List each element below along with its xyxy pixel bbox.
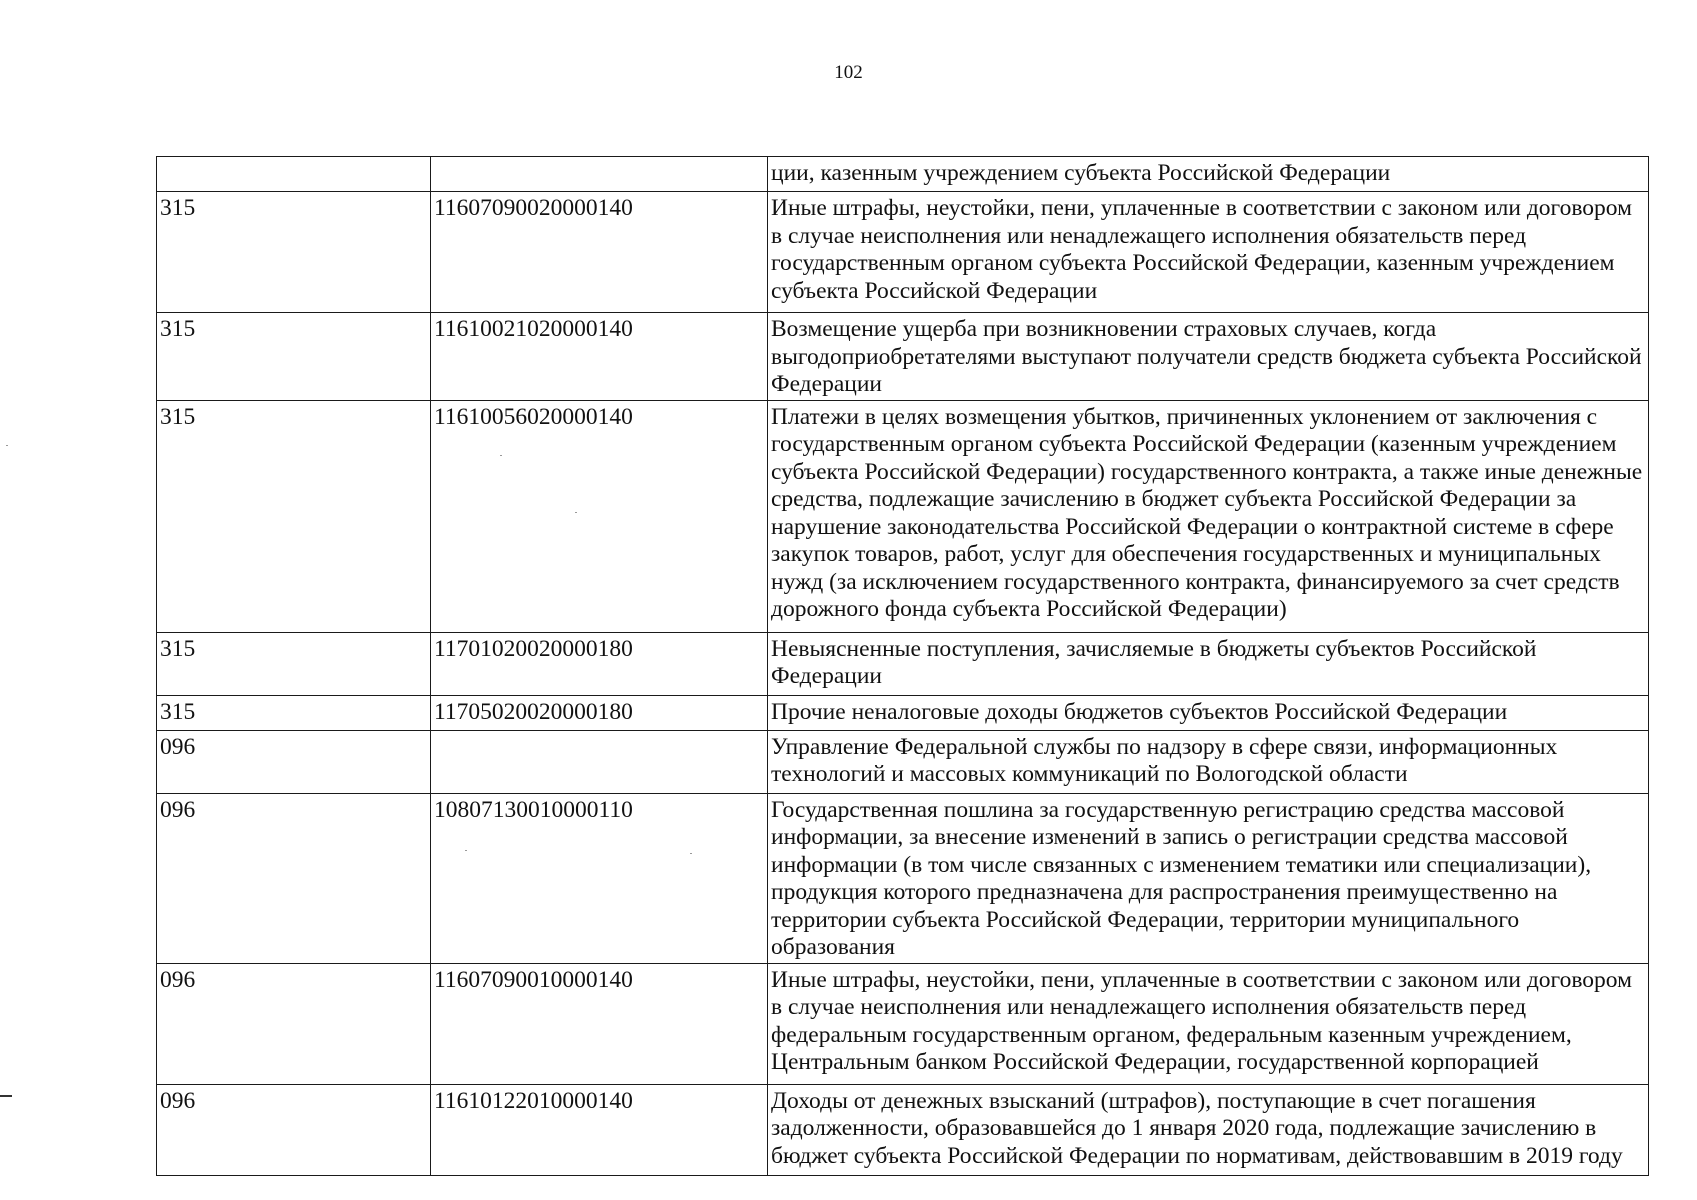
revenue-name-cell: Прочие неналоговые доходы бюджетов субъектов Российской Федерации	[768, 695, 1649, 730]
table-row	[157, 157, 1649, 192]
table-row	[157, 400, 1649, 632]
admin-code-cell: 315	[157, 400, 431, 632]
scan-speck	[6, 445, 8, 446]
scan-speck	[690, 853, 692, 854]
table-row	[157, 963, 1649, 1084]
table-row	[157, 695, 1649, 730]
revenue-name-cell: Доходы от денежных взысканий (штрафов), поступающие в счет погашения задолженности, образовавшейся до 1 января 2020 года, подлежащие зачислению в бюджет субъекта Российской Федерации по нормативам, действовавшим в 2019 году	[768, 1084, 1649, 1175]
revenue-codes-table	[156, 156, 1649, 1176]
revenue-name-cell: Иные штрафы, неустойки, пени, уплаченные в соответствии с законом или договором в случае неисполнения или ненадлежащего исполнения обязательств перед государственным органом субъекта Российской Федерации, казенным учреждением субъекта Российской Федерации	[768, 192, 1649, 313]
table-row	[157, 192, 1649, 313]
scan-speck	[575, 512, 577, 513]
revenue-name-cell: Невыясненные поступления, зачисляемые в бюджеты субъектов Российской Федерации	[768, 632, 1649, 695]
budget-code-cell: 11610021020000140	[431, 313, 768, 401]
page-number: 102	[834, 62, 863, 83]
table-row	[157, 313, 1649, 401]
budget-code-cell: 11701020020000180	[431, 632, 768, 695]
admin-code-cell: 315	[157, 192, 431, 313]
table-row	[157, 730, 1649, 793]
admin-code-cell: 315	[157, 632, 431, 695]
revenue-name-cell: Платежи в целях возмещения убытков, причиненных уклонением от заключения с государственным органом субъекта Российской Федерации (казенным учреждением субъекта Российской Федерации) государственного контракта, а также иные денежные средства, подлежащие зачислению в бюджет субъекта Российской Федерации за нарушение законодательства Российской Федерации о контрактной системе в сфере закупок товаров, работ, услуг для обеспечения государственных и муниципальных нужд (за исключением государственного контракта, финансируемого за счет средств дорожного фонда субъекта Российской Федерации)	[768, 400, 1649, 632]
scan-speck	[500, 455, 502, 456]
admin-code-cell: 096	[157, 1084, 431, 1175]
budget-code-cell: 11610122010000140	[431, 1084, 768, 1175]
table-row	[157, 793, 1649, 963]
budget-code-cell: 11607090020000140	[431, 192, 768, 313]
budget-code-cell	[431, 157, 768, 192]
admin-code-cell: 096	[157, 963, 431, 1084]
admin-code-cell: 096	[157, 730, 431, 793]
budget-code-cell	[431, 730, 768, 793]
revenue-name-cell: ции, казенным учреждением субъекта Российской Федерации	[768, 157, 1649, 192]
admin-code-cell: 315	[157, 695, 431, 730]
budget-code-cell: 11610056020000140	[431, 400, 768, 632]
budget-code-cell: 10807130010000110	[431, 793, 768, 963]
table-row	[157, 632, 1649, 695]
revenue-name-cell: Управление Федеральной службы по надзору в сфере связи, информационных технологий и массовых коммуникаций по Вологодской области	[768, 730, 1649, 793]
admin-code-cell	[157, 157, 431, 192]
table-row	[157, 1084, 1649, 1175]
revenue-name-cell: Государственная пошлина за государственную регистрацию средства массовой информации, за внесение изменений в запись о регистрации средства массовой информации (в том числе связанных с изменением тематики или специализации), продукция которого предназначена для распространения преимущественно на территории субъекта Российской Федерации, территории муниципального образования	[768, 793, 1649, 963]
budget-code-cell: 11607090010000140	[431, 963, 768, 1084]
scan-speck	[465, 850, 467, 851]
revenue-name-cell: Иные штрафы, неустойки, пени, уплаченные в соответствии с законом или договором в случае неисполнения или ненадлежащего исполнения обязательств перед федеральным государственным органом, федеральным казенным учреждением, Центральным банком Российской Федерации, государственной корпорацией	[768, 963, 1649, 1084]
admin-code-cell: 096	[157, 793, 431, 963]
admin-code-cell: 315	[157, 313, 431, 401]
budget-code-cell: 11705020020000180	[431, 695, 768, 730]
revenue-name-cell: Возмещение ущерба при возникновении страховых случаев, когда выгодоприобретателями выступают получатели средств бюджета субъекта Российской Федерации	[768, 313, 1649, 401]
scan-margin-mark	[0, 1095, 12, 1097]
